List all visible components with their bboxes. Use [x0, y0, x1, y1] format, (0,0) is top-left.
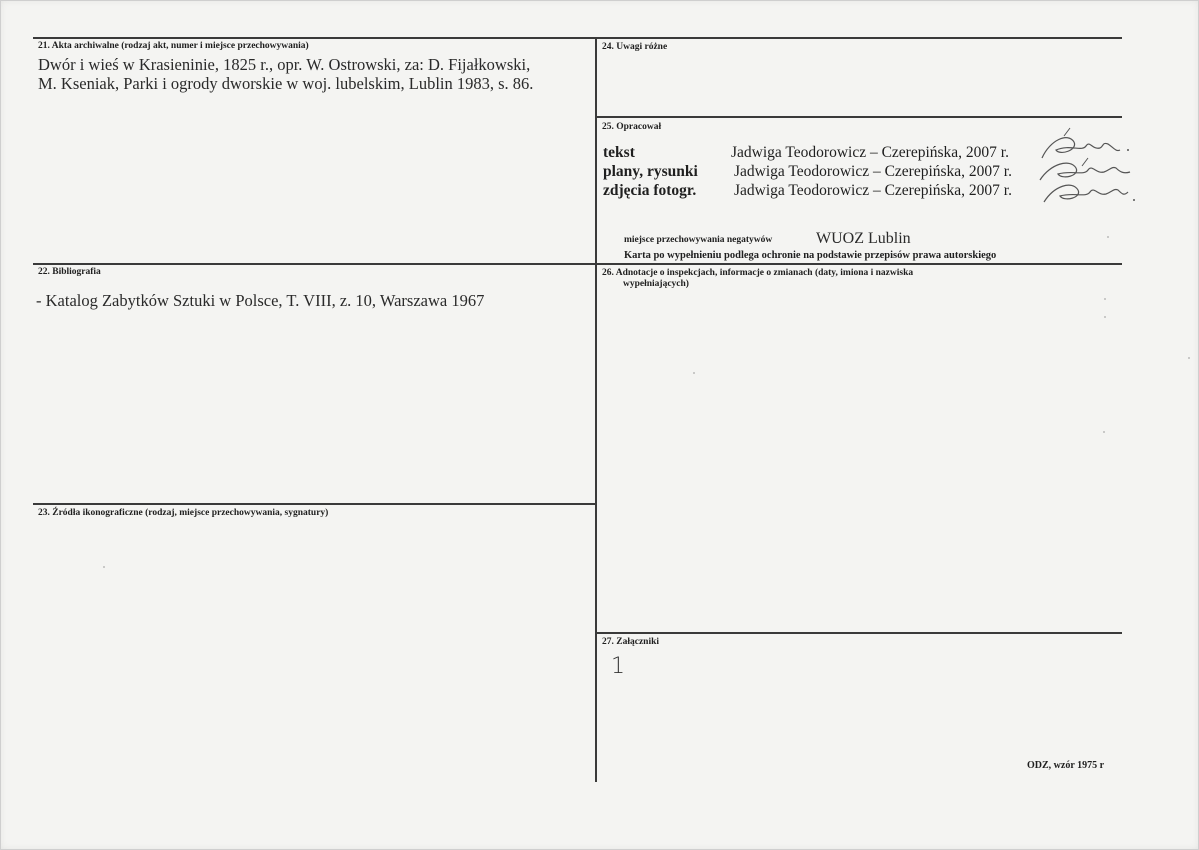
rule-left-after-22 [33, 503, 596, 505]
rule-mid [33, 263, 1122, 265]
section-23-label: 23. Źródła ikonograficzne (rodzaj, miejsce przechowywania, sygnatury) [38, 508, 329, 518]
author-row-key: plany, rysunki [603, 163, 698, 180]
signature-scribble [1030, 122, 1140, 212]
paper-speck [1104, 316, 1106, 318]
negatives-value: WUOZ Lublin [816, 230, 911, 247]
section-25-label: 25. Opracował [602, 122, 662, 132]
rule-center [595, 37, 597, 782]
author-row-photos [603, 181, 1053, 200]
negatives-label: miejsce przechowywania negatywów [624, 235, 773, 245]
form-version: ODZ, wzór 1975 r [1027, 760, 1105, 771]
section-21-line-1: Dwór i wieś w Krasieninie, 1825 r., opr. W. Ostrowski, za: D. Fijałkowski, [38, 55, 531, 74]
paper-speck [693, 372, 695, 374]
section-24-label: 24. Uwagi różne [602, 42, 668, 52]
rule-right-after-26 [596, 632, 1122, 634]
author-row-value: Jadwiga Teodorowicz – Czerepińska, 2007 r. [731, 144, 1009, 161]
section-26-label-line-1: 26. Adnotacje o inspekcjach, informacje o zmianach (daty, imiona i nazwiska [602, 268, 914, 278]
author-row-plans [603, 162, 1053, 181]
author-row-value: Jadwiga Teodorowicz – Czerepińska, 2007 r. [734, 182, 1012, 199]
section-27-label: 27. Załączniki [602, 637, 660, 647]
author-row-key: zdjęcia fotogr. [603, 182, 697, 199]
paper-speck [1188, 357, 1190, 359]
section-21-line-2: M. Kseniak, Parki i ogrody dworskie w woj. lubelskim, Lublin 1983, s. 86. [38, 74, 534, 93]
section-26-label-line-2: wypełniających) [623, 279, 689, 289]
paper-speck [103, 566, 105, 568]
rule-top [33, 37, 1122, 39]
attachments-count: 1 [611, 654, 625, 679]
paper-speck [1103, 431, 1105, 433]
paper-speck [1107, 236, 1109, 238]
author-row-text [603, 143, 1053, 162]
section-22-label: 22. Bibliografia [38, 267, 101, 277]
copyright-note: Karta po wypełnieniu podlega ochronie na podstawie przepisów prawa autorskiego [624, 250, 997, 261]
author-row-key: tekst [603, 144, 635, 161]
author-row-value: Jadwiga Teodorowicz – Czerepińska, 2007 r. [734, 163, 1012, 180]
rule-right-after-24 [596, 116, 1122, 118]
section-22-line-1: - Katalog Zabytków Sztuki w Polsce, T. VIII, z. 10, Warszawa 1967 [36, 291, 485, 310]
section-21-label: 21. Akta archiwalne (rodzaj akt, numer i miejsce przechowywania) [38, 41, 309, 51]
paper-speck [1104, 298, 1106, 300]
